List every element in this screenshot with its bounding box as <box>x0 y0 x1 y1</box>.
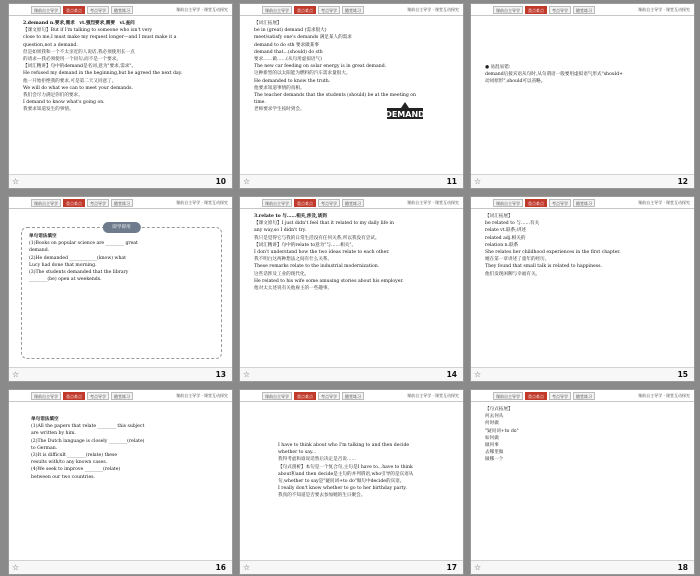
text-line: relate vt.联系;讲述 <box>485 228 526 234</box>
text-line: 他要求知道事情的真相。 <box>254 85 305 91</box>
text-line: demand to do sth 要求做某事 <box>254 42 319 48</box>
text-line: She relates her childhood experiences in the first chapter. <box>485 250 621 256</box>
text-line: 我不明白这两种想法之间有什么关系。 <box>254 257 333 263</box>
text-line: He demanded to know the truth. <box>254 78 331 84</box>
text-line: are written by him. <box>31 431 76 437</box>
tab-1[interactable]: 重点难点 <box>525 199 547 207</box>
slide-page-11[interactable] <box>239 3 464 189</box>
text-line: 【课文原句】But if I'm talking to someone who isn't very <box>23 28 153 34</box>
page-number: 13 <box>215 370 226 379</box>
tab-0[interactable]: 课前自主导学 <box>31 199 61 207</box>
slide-content <box>485 213 684 365</box>
text-line: about和and then decide是主句的并列谓语,who引导的是宾语从 <box>278 471 414 477</box>
slide-tab-bar <box>471 197 694 209</box>
text-line: He refused my demand in the beginning,but he agreed the next day. <box>23 71 183 77</box>
slide-content <box>254 20 453 172</box>
tab-0[interactable]: 课前自主导学 <box>493 392 523 400</box>
text-line: 2.demand n.要求,需求 vt.强烈要求,需要 vi.查问 <box>23 21 135 26</box>
text-line: (4)We seek to improve ________(relate) <box>31 467 121 473</box>
page-number: 14 <box>446 370 457 379</box>
text-line: I really don't know whether to go to her birthday party. <box>278 486 407 492</box>
tab-3[interactable]: 随堂练习 <box>342 392 364 400</box>
slide-content <box>485 64 684 172</box>
text-line: whether to say... <box>278 450 317 456</box>
text-line: 我们会尽力满足你们的要求。 <box>23 93 83 99</box>
star-icon[interactable]: ☆ <box>243 370 251 379</box>
text-line: to German. <box>31 445 58 451</box>
star-icon[interactable]: ☆ <box>12 563 20 572</box>
top-right-label: 课前自主导学 · 课堂互动探究 <box>638 7 690 12</box>
text-line: 我得考虑和谁说话然后决定是否说…… <box>278 457 357 463</box>
text-line: 这些话涉及工业的现代化。 <box>254 271 310 277</box>
slide-tab-bar <box>471 4 694 16</box>
text-line: 我只是觉得它与我的日常生活没有任何关系,所以我没有尝试。 <box>254 235 380 241</box>
slide-page-17[interactable] <box>239 389 464 575</box>
page-number: 10 <box>215 177 226 186</box>
slide-page-13[interactable] <box>8 196 233 382</box>
slide-tab-bar <box>240 197 463 209</box>
tab-1[interactable]: 重点难点 <box>525 392 547 400</box>
text-line: We will do what we can to meet your demands. <box>23 85 133 91</box>
text-line: 【课文原句】I just didn't feel that it related to my daily life in <box>254 221 394 227</box>
slide-page-14[interactable] <box>239 196 464 382</box>
text-line: "疑问词+to do" <box>485 428 519 434</box>
star-icon[interactable]: ☆ <box>474 177 482 186</box>
text-line: 的请求—我必须使用一个问句,而不是一个要求。 <box>23 57 121 63</box>
text-line: 如何做 <box>485 435 499 441</box>
tab-3[interactable]: 随堂练习 <box>111 392 133 400</box>
tab-1[interactable]: 重点难点 <box>63 392 85 400</box>
slide-footer <box>9 560 232 574</box>
top-right-label: 课前自主导学 · 课堂互动探究 <box>407 393 459 398</box>
tab-3[interactable]: 随堂练习 <box>342 199 364 207</box>
text-line: The teacher demands that the students (should) be at the meeting on <box>254 93 416 99</box>
text-line: 句,whether to say是"疑问词+to do"做句中decide的宾语。 <box>278 479 405 485</box>
text-line: demand后接宾语从句时,从句谓语一般要用虚拟语气形式"should+ <box>485 72 623 78</box>
tab-2[interactable]: 考点导学 <box>87 392 109 400</box>
text-line: (1)All the papers that relate ________ this subject <box>31 424 145 430</box>
text-line: 做哪一个 <box>485 457 504 463</box>
slide-content <box>29 233 222 365</box>
slide-footer <box>471 560 694 574</box>
tab-1[interactable]: 重点难点 <box>294 199 316 207</box>
tab-0[interactable]: 课前自主导学 <box>262 199 292 207</box>
tab-3[interactable]: 随堂练习 <box>573 392 595 400</box>
tab-1[interactable]: 重点难点 <box>63 199 85 207</box>
text-line: ________(be) open at weekends. <box>29 277 102 283</box>
text-line: These remarks relate to the industrial modernization. <box>254 264 380 270</box>
tab-1[interactable]: 重点难点 <box>63 6 85 14</box>
tab-0[interactable]: 课前自主导学 <box>493 199 523 207</box>
star-icon[interactable]: ☆ <box>474 563 482 572</box>
tab-0[interactable]: 课前自主导学 <box>493 6 523 14</box>
slide-tab-bar <box>240 390 463 402</box>
text-line: any way,so I didn't try. <box>254 228 307 234</box>
text-line: The new car feeding on solar energy is in great demand. <box>254 64 387 70</box>
text-line: 老师要求学生按时到会。 <box>254 107 305 113</box>
top-right-label: 课前自主导学 · 课堂互动探究 <box>407 7 459 12</box>
text-line: meet/satisfy one's demands 满足某人的需求 <box>254 35 352 41</box>
tab-1[interactable]: 重点难点 <box>525 6 547 14</box>
text-line: demand that...(should) do sth <box>254 49 323 55</box>
slide-tab-bar <box>9 390 232 402</box>
text-line: be in (great) demand (需求很大) <box>254 28 327 34</box>
slide-page-12[interactable] <box>470 3 695 189</box>
svg-text:DEMAND: DEMAND <box>385 110 425 119</box>
tab-2[interactable]: 考点导学 <box>318 199 340 207</box>
text-line: 他们发现闲聊与幸福有关。 <box>485 271 541 277</box>
text-line: be related to 与……有关 <box>485 221 540 227</box>
text-line: 【词汇精讲】句中的relate to意为"与……相关"。 <box>254 242 357 248</box>
tab-1[interactable]: 重点难点 <box>294 392 316 400</box>
text-line: (3)It is difficult ________(relate) these <box>31 453 118 459</box>
text-line: (2)The Dutch language is closely ________(relate) <box>31 438 145 444</box>
slide-content <box>278 442 453 558</box>
text-line: I demand to know what's going on. <box>23 100 105 106</box>
text-line: close to me,I must make my request longer—and I must make it a <box>23 35 177 41</box>
text-line: 单句语法填空 <box>31 417 59 422</box>
text-line: (3)The students demanded that the library <box>29 270 129 276</box>
slide-content <box>31 416 222 558</box>
text-line: 3.relate to 与……相关,涉及,谈到 <box>254 214 327 219</box>
slide-tab-bar <box>9 4 232 16</box>
text-line: 要求……做……(从句用虚拟语气) <box>254 57 322 63</box>
text-line: 何去何从 <box>485 414 504 420</box>
page-number: 17 <box>446 563 457 572</box>
page-number: 18 <box>677 563 688 572</box>
slide-footer <box>240 174 463 188</box>
slide-content <box>254 213 453 365</box>
slide-footer <box>9 367 232 381</box>
tab-0[interactable]: 课前自主导学 <box>262 392 292 400</box>
top-right-label: 课前自主导学 · 课堂互动探究 <box>176 393 228 398</box>
tab-1[interactable]: 重点难点 <box>294 6 316 14</box>
text-line: demand. <box>29 248 50 254</box>
text-line: 但是如果我和一个不太亲近的人说话,我必须使用长一点 <box>23 49 135 55</box>
text-line: related adj.相关的 <box>485 235 526 241</box>
slide-footer <box>471 174 694 188</box>
top-right-label: 课前自主导学 · 课堂互动探究 <box>176 7 228 12</box>
text-line: (2)He demanded ____________(know) what <box>29 255 126 261</box>
text-line: 【句式剖析】本句是一个复合句,主句是I have to...have to think <box>278 464 413 470</box>
text-line: (1)Books on popular science are ________ great <box>29 241 138 247</box>
tab-3[interactable]: 随堂练习 <box>111 199 133 207</box>
tab-2[interactable]: 考点导学 <box>87 6 109 14</box>
text-line: They found that small talk is related to happiness. <box>485 264 602 270</box>
tab-3[interactable]: 随堂练习 <box>573 199 595 207</box>
slide-footer <box>9 174 232 188</box>
tab-0[interactable]: 课前自主导学 <box>262 6 292 14</box>
text-line: 何时做 <box>485 421 499 427</box>
practice-pill: 即学即用 <box>102 222 140 233</box>
tab-2[interactable]: 考点导学 <box>549 199 571 207</box>
slide-page-15[interactable] <box>470 196 695 382</box>
text-line: ● 易混易错: <box>485 65 511 70</box>
top-right-label: 课前自主导学 · 课堂互动探究 <box>638 393 690 398</box>
demand-logo <box>385 100 425 126</box>
text-line: 单句语法填空 <box>29 234 57 239</box>
slide-content <box>23 20 222 172</box>
page-number: 15 <box>677 370 688 379</box>
text-line: 她在第一章讲述了童年的经历。 <box>485 257 550 263</box>
text-line: time. <box>254 100 266 106</box>
tab-0[interactable]: 课前自主导学 <box>31 392 61 400</box>
slide-tab-bar <box>471 390 694 402</box>
tab-2[interactable]: 考点导学 <box>87 199 109 207</box>
tab-3[interactable]: 随堂练习 <box>573 6 595 14</box>
star-icon[interactable]: ☆ <box>243 177 251 186</box>
text-line: question,not a demand. <box>23 42 78 48</box>
text-line: 动词原形",should可以省略。 <box>485 79 546 85</box>
text-line: 他一开始拒绝我的要求,可是第二天又同意了。 <box>23 78 117 84</box>
star-icon[interactable]: ☆ <box>12 177 20 186</box>
tab-2[interactable]: 考点导学 <box>549 392 571 400</box>
text-line: I don't understand how the two ideas relate to each other. <box>254 250 390 256</box>
text-line: 这种新型的以太阳能为燃料的汽车需求量很大。 <box>254 71 351 77</box>
tab-3[interactable]: 随堂练习 <box>342 6 364 14</box>
text-line: 【词汇拓展】 <box>485 214 513 219</box>
slide-footer <box>471 367 694 381</box>
tab-0[interactable]: 课前自主导学 <box>31 6 61 14</box>
star-icon[interactable]: ☆ <box>474 370 482 379</box>
slide-footer <box>240 560 463 574</box>
tab-2[interactable]: 考点导学 <box>318 6 340 14</box>
top-right-label: 课前自主导学 · 课堂互动探究 <box>638 200 690 205</box>
star-icon[interactable]: ☆ <box>12 370 20 379</box>
text-line: relation n.联系 <box>485 242 519 248</box>
page-number: 16 <box>215 563 226 572</box>
slide-page-16[interactable] <box>8 389 233 575</box>
slide-tab-bar <box>9 197 232 209</box>
text-line: He related to his wife some amusing stories about his employer. <box>254 278 404 284</box>
text-line: 【句式拓展】 <box>485 407 513 412</box>
slide-page-10[interactable] <box>8 3 233 189</box>
text-line: 他对太太述说有关他雇主的一些趣事。 <box>254 286 333 292</box>
text-line: I have to think about who I'm talking to and then decide <box>278 443 410 448</box>
star-icon[interactable]: ☆ <box>243 563 251 572</box>
tab-3[interactable]: 随堂练习 <box>111 6 133 14</box>
text-line: 【词汇精讲】句中的demand是名词,意为"要求,需求"。 <box>23 64 137 70</box>
text-line: 我真的不知道是否要去参加她的生日聚会。 <box>278 493 366 499</box>
slide-page-18[interactable] <box>470 389 695 575</box>
text-line: 我要求知道发生的事情。 <box>23 107 74 113</box>
text-line: Lucy had done that morning. <box>29 262 97 268</box>
tab-2[interactable]: 考点导学 <box>549 6 571 14</box>
slide-tab-bar <box>240 4 463 16</box>
page-number: 12 <box>677 177 688 186</box>
top-right-label: 课前自主导学 · 课堂互动探究 <box>407 200 459 205</box>
text-line: 去哪里做 <box>485 450 504 456</box>
text-line: between our two countries. <box>31 474 95 480</box>
slide-footer <box>240 367 463 381</box>
tab-2[interactable]: 考点导学 <box>318 392 340 400</box>
page-number: 11 <box>446 177 457 186</box>
slide-content <box>485 406 684 558</box>
text-line: 做何事 <box>485 443 499 449</box>
text-line: results with/to any known cases. <box>31 460 108 466</box>
text-line: 【词汇拓展】 <box>254 21 282 26</box>
top-right-label: 课前自主导学 · 课堂互动探究 <box>176 200 228 205</box>
